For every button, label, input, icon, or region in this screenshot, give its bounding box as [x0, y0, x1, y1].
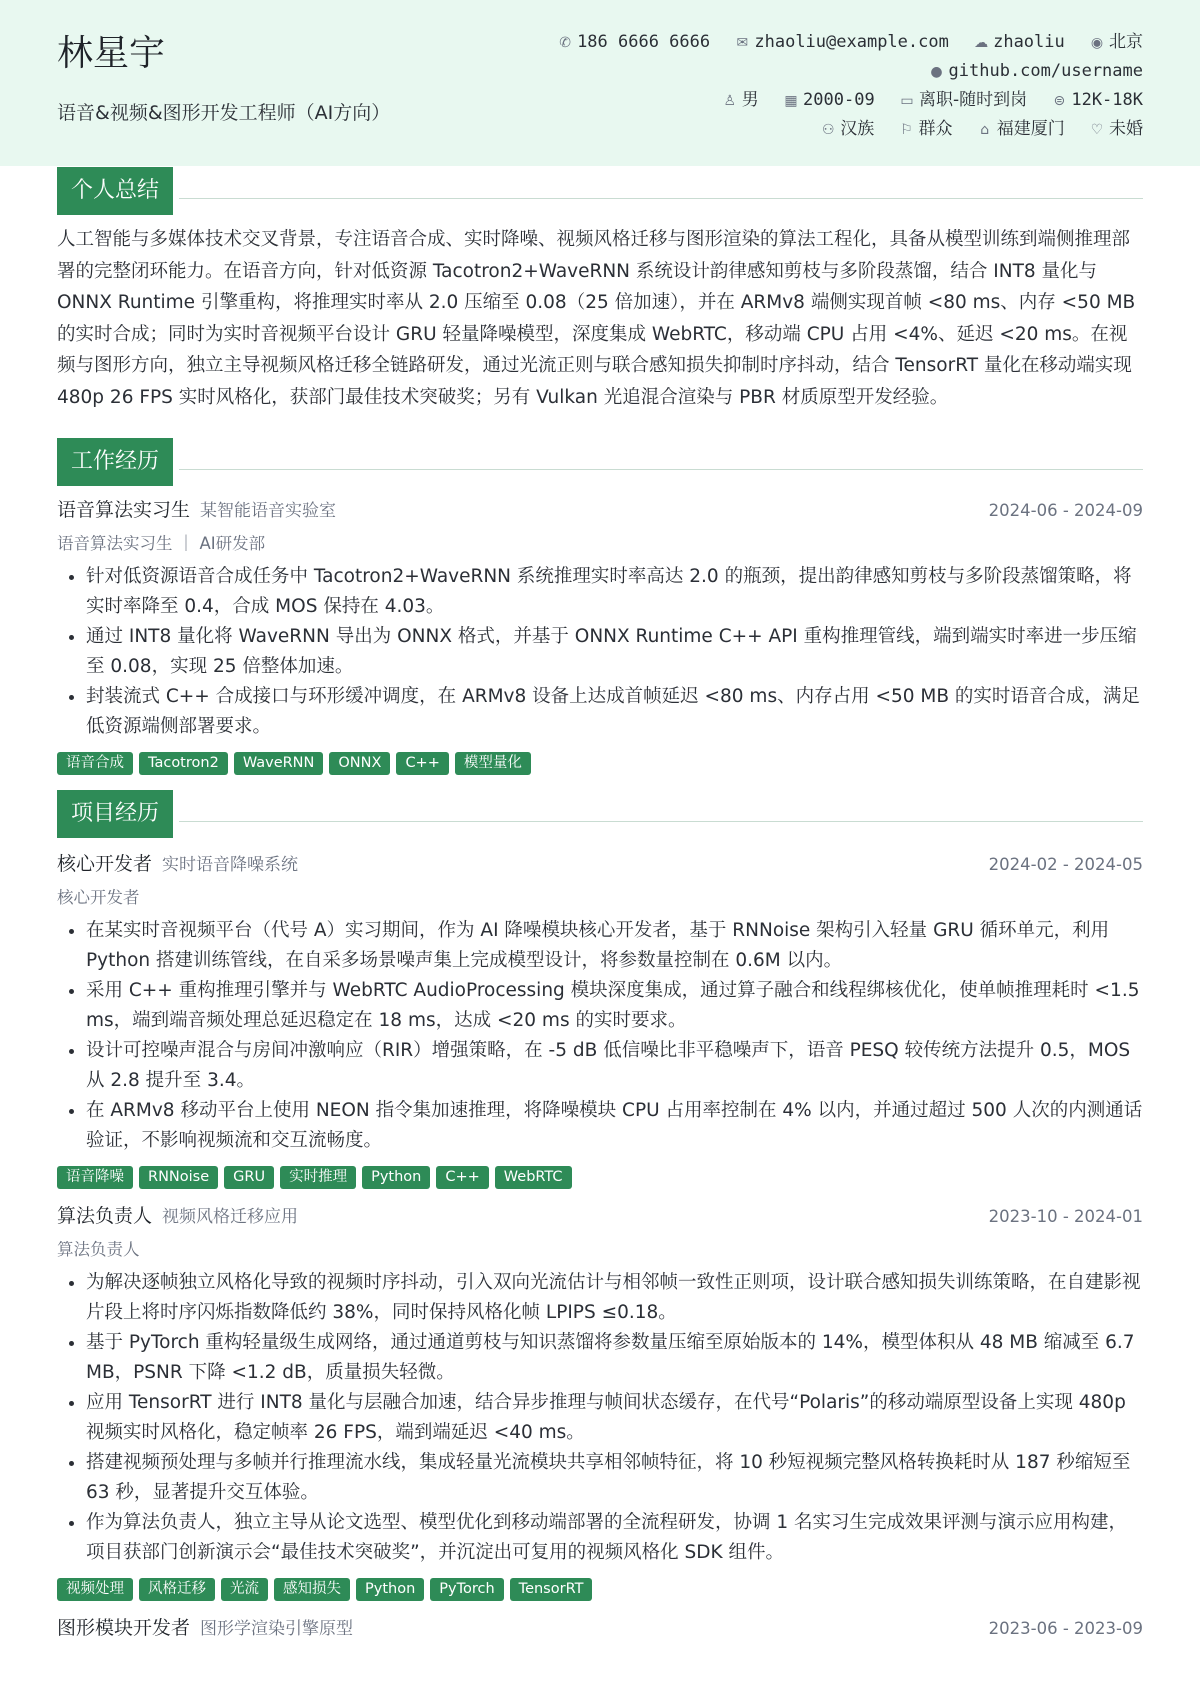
item-date: 2024-02 - 2024-05	[988, 855, 1143, 874]
section-summary-header	[57, 166, 1143, 216]
item-subtitle: 语音算法实习生 ｜ AI研发部	[57, 534, 266, 553]
skill-tag: 视频处理	[57, 1578, 133, 1601]
section-title: 工作经历	[57, 438, 173, 486]
skill-tag: Python	[356, 1578, 424, 1601]
section-divider	[179, 469, 1143, 470]
city: 北京	[1109, 32, 1143, 52]
skill-tag: 模型量化	[455, 752, 531, 775]
skill-tag: C++	[436, 1166, 488, 1189]
skill-tag: WaveRNN	[234, 752, 324, 775]
bullet-item: • 基于 PyTorch 重构轻量级生成网络，通过通道剪枝与知识蒸馏将参数量压缩至原始版本的 14%，模型体积从 48 MB 缩减至 6.7 MB，PSNR 下降 <1.2 dB，质量损失轻微。	[86, 1328, 1143, 1388]
item-header	[57, 849, 1143, 876]
item-header	[57, 1201, 1143, 1228]
skill-tag: TensorRT	[510, 1578, 593, 1601]
section-divider	[179, 821, 1143, 822]
tag-list	[57, 1578, 1143, 1601]
skill-tag: RNNoise	[139, 1166, 218, 1189]
location-icon: ◉	[1090, 35, 1104, 51]
wechat-id: zhaoliu	[993, 32, 1065, 52]
section-divider	[179, 198, 1143, 199]
calendar-icon: ▦	[784, 93, 798, 109]
skill-tag: 风格迁移	[139, 1578, 215, 1601]
user-icon: ♙	[723, 93, 737, 109]
item-date: 2024-06 - 2024-09	[988, 501, 1143, 520]
section-projects-header	[57, 789, 1143, 839]
bullet-item: • 作为算法负责人，独立主导从论文选型、模型优化到移动端部署的全流程研发，协调 1 名实习生完成效果评测与演示应用构建，项目获部门创新演示会“最佳技术突破奖”，并沉淀出可复用的视频风格化 SDK 组件。	[86, 1508, 1143, 1568]
birth-date: 2000-09	[803, 90, 875, 110]
resume-body	[0, 166, 1200, 1640]
bullet-list	[57, 1268, 1143, 1568]
skill-tag: 语音合成	[57, 752, 133, 775]
money-icon: ⊜	[1053, 93, 1066, 109]
work-list	[57, 495, 1143, 775]
item-role: 语音算法实习生	[57, 499, 191, 521]
people-icon: ⚇	[821, 122, 835, 138]
bullet-item: • 针对低资源语音合成任务中 Tacotron2+WaveRNN 系统推理实时率高达 2.0 的瓶颈，提出韵律感知剪枝与多阶段蒸馏策略，将实时率降至 0.4，合成 MOS 保持在 4.03。	[86, 562, 1143, 622]
bullet-list	[57, 562, 1143, 742]
phone-number[interactable]: 186 6666 6666	[577, 32, 711, 52]
skill-tag: GRU	[224, 1166, 274, 1189]
item-heading	[57, 1613, 353, 1640]
job-status: 离职-随时到岗	[918, 90, 1028, 110]
skill-tag: 实时推理	[280, 1166, 356, 1189]
experience-item	[57, 1201, 1143, 1601]
marital-status: 未婚	[1109, 119, 1143, 139]
section-title: 个人总结	[57, 167, 173, 215]
item-heading	[57, 1201, 298, 1228]
briefcase-icon: ▭	[900, 93, 914, 109]
tag-list	[57, 1166, 1143, 1189]
ethnicity: 汉族	[840, 119, 875, 139]
summary-text: 人工智能与多媒体技术交叉背景，专注语音合成、实时降噪、视频风格迁移与图形渲染的算法工程化，具备从模型训练到端侧推理部署的完整闭环能力。在语音方向，针对低资源 Tacotron2+WaveRNN 系统设计韵律感知剪枝与多阶段蒸馏，结合 INT8 量化与 ONNX Runtime 引擎重构，将推理实时率从 2.0 压缩至 0.08（25 倍加速），并在 ARMv8 端侧实现首帧 <80 ms、内存 <50 MB 的实时合成；同时为实时音视频平台设计 GRU 轻量降噪模型，深度集成 WebRTC，移动端 CPU 占用 <4%、延迟 <20 ms。在视频与图形方向，独立主导视频风格迁移全链路研发，通过光流正则与联合感知损失抑制时序抖动，结合 TensorRT 量化在移动端实现 480p 26 FPS 实时风格化，获部门最佳技术突破奖；另有 Vulkan 光追混合渲染与 PBR 材质原型开发经验。	[57, 229, 1136, 408]
gender: 男	[741, 90, 759, 110]
heart-icon: ♡	[1090, 122, 1104, 138]
item-heading	[57, 849, 298, 876]
home-icon: ⌂	[980, 122, 990, 138]
experience-item	[57, 1613, 1143, 1640]
resume-header	[0, 0, 1200, 166]
skill-tag: ONNX	[329, 752, 390, 775]
skill-tag: PyTorch	[430, 1578, 503, 1601]
bullet-list	[57, 916, 1143, 1156]
experience-item	[57, 849, 1143, 1189]
bullet-item: • 在某实时音视频平台（代号 A）实习期间，作为 AI 降噪模块核心开发者，基于 RNNoise 架构引入轻量 GRU 循环单元，利用 Python 搭建训练管线，在自采多场景噪声集上完成模型设计，将参数量控制在 0.6M 以内。	[86, 916, 1143, 976]
item-role: 算法负责人	[57, 1205, 153, 1227]
bullet-item: • 在 ARMv8 移动平台上使用 NEON 指令集加速推理，将降噪模块 CPU 占用率控制在 4% 以内，并通过超过 500 人次的内测通话验证，不影响视频流和交互流畅度。	[86, 1096, 1143, 1156]
mail-icon: ✉	[736, 35, 749, 51]
skill-tag: 感知损失	[274, 1578, 350, 1601]
candidate-name: 林星宇	[57, 33, 166, 74]
bullet-item: • 通过 INT8 量化将 WaveRNN 导出为 ONNX 格式，并基于 ONNX Runtime C++ API 重构推理管线，端到端实时率进一步压缩至 0.08，实现 25 倍整体加速。	[86, 622, 1143, 682]
skill-tag: Tacotron2	[139, 752, 228, 775]
bullet-item: • 应用 TensorRT 进行 INT8 量化与层融合加速，结合异步推理与帧间状态缓存，在代号“Polaris”的移动端原型设备上实现 480p 视频实时风格化，稳定帧率 26 FPS，端到端延迟 <40 ms。	[86, 1388, 1143, 1448]
item-date: 2023-06 - 2023-09	[988, 1619, 1143, 1638]
github-link[interactable]: github.com/username	[948, 61, 1143, 81]
skill-tag: 语音降噪	[57, 1166, 133, 1189]
item-header	[57, 495, 1143, 522]
section-title: 项目经历	[57, 790, 173, 838]
item-subtitle: 算法负责人	[57, 1240, 140, 1259]
wechat-icon: ☁	[974, 35, 989, 51]
experience-item	[57, 495, 1143, 775]
hometown: 福建厦门	[996, 119, 1065, 139]
item-organization: 图形学渲染引擎原型	[200, 1619, 354, 1639]
bullet-item: • 搭建视频预处理与多帧并行推理流水线，集成轻量光流模块共享相邻帧特征，将 10 秒短视频完整风格转换耗时从 187 秒缩短至 63 秒，显著提升交互体验。	[86, 1448, 1143, 1508]
bullet-item: • 采用 C++ 重构推理引擎并与 WebRTC AudioProcessing 模块深度集成，通过算子融合和线程绑核优化，使单帧推理耗时 <1.5 ms，端到端音频处理总延迟稳定在 18 ms，达成 <20 ms 的实时要求。	[86, 976, 1143, 1036]
github-icon: ●	[930, 64, 943, 80]
flag-icon: ⚐	[900, 122, 913, 138]
skill-tag: WebRTC	[495, 1166, 572, 1189]
phone-icon: ✆	[559, 35, 571, 51]
skill-tag: C++	[396, 752, 448, 775]
bullet-item: • 封装流式 C++ 合成接口与环形缓冲调度，在 ARMv8 设备上达成首帧延迟 <80 ms、内存占用 <50 MB 的实时语音合成，满足低资源端侧部署要求。	[86, 682, 1143, 742]
item-organization: 实时语音降噪系统	[162, 855, 299, 875]
item-heading	[57, 495, 336, 522]
item-organization: 某智能语音实验室	[200, 501, 337, 521]
skill-tag: 光流	[221, 1578, 268, 1601]
tag-list	[57, 752, 1143, 775]
item-header	[57, 1613, 1143, 1640]
bullet-item: • 为解决逐帧独立风格化导致的视频时序抖动，引入双向光流估计与相邻帧一致性正则项，设计联合感知损失训练策略，在自建影视片段上将时序闪烁指数降低约 38%，同时保持风格化帧 LPIPS ≤0.18。	[86, 1268, 1143, 1328]
item-role: 核心开发者	[57, 853, 153, 875]
political-status: 群众	[918, 119, 953, 139]
item-subtitle: 核心开发者	[57, 888, 140, 907]
salary: 12K-18K	[1071, 90, 1143, 110]
project-list	[57, 849, 1143, 1640]
item-date: 2023-10 - 2024-01	[988, 1207, 1143, 1226]
section-work-header	[57, 437, 1143, 487]
contact-info	[543, 28, 1143, 144]
skill-tag: Python	[362, 1166, 430, 1189]
job-title: 语音&视频&图形开发工程师（AI方向）	[57, 102, 391, 124]
item-organization: 视频风格迁移应用	[162, 1207, 299, 1227]
item-role: 图形模块开发者	[57, 1617, 191, 1639]
email-address[interactable]: zhaoliu@example.com	[754, 32, 949, 52]
bullet-item: • 设计可控噪声混合与房间冲激响应（RIR）增强策略，在 -5 dB 低信噪比非平稳噪声下，语音 PESQ 较传统方法提升 0.5，MOS 从 2.8 提升至 3.4。	[86, 1036, 1143, 1096]
